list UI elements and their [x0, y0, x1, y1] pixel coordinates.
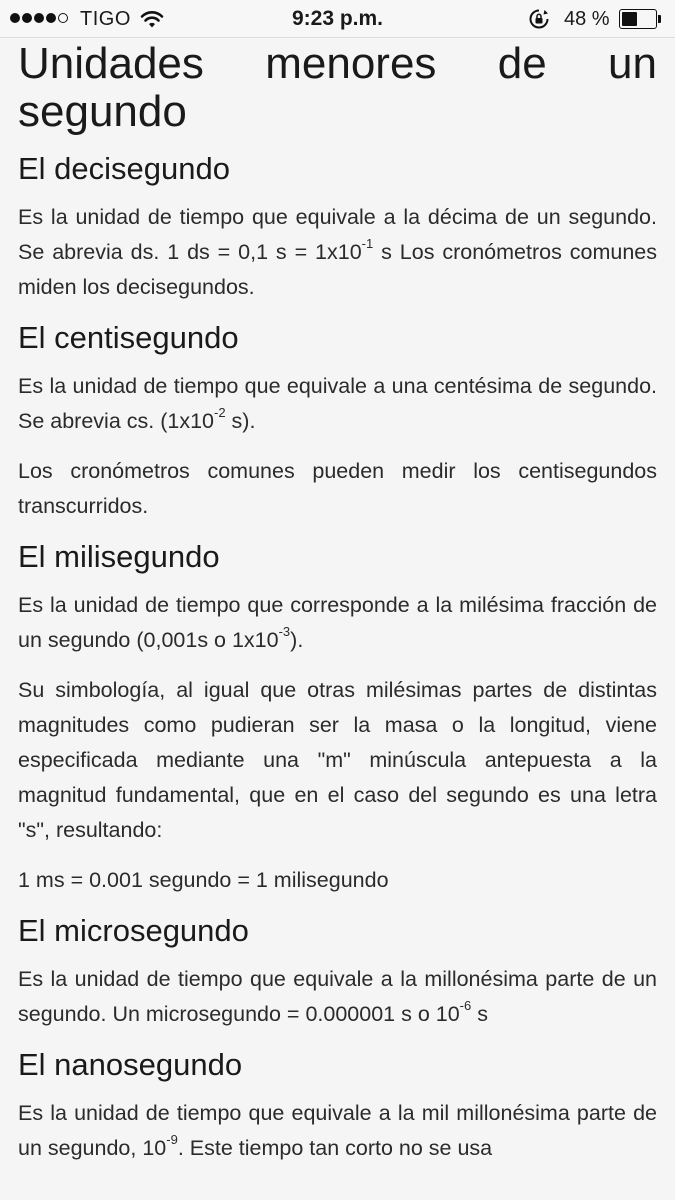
section-heading-nanosegundo: El nanosegundo	[18, 1047, 243, 1082]
paragraph: Es la unidad de tiempo que equivale a una centésima de segundo. Se abrevia cs. ($1x10^{-2}$ s).	[18, 374, 657, 433]
section-heading-microsegundo: El microsegundo	[18, 913, 249, 948]
paragraph: Es la unidad de tiempo que equivale a la décima de un segundo. Se abrevia ds. 1 ds = 0,1 $s = 1x10^{-1}$ s Los cronómetros comunes miden los decisegundos.	[18, 205, 657, 299]
battery-icon	[619, 9, 663, 29]
paragraph: Es la unidad de tiempo que equivale a la millonésima parte de un segundo. Un microsegundo = 0.000001 s o $10^{-6}$ s	[18, 967, 657, 1026]
paragraph: Es la unidad de tiempo que equivale a la mil millonésima parte de un segundo, $10^{-9}$. Este tiempo tan corto no se usa	[18, 1101, 657, 1160]
page-title: Unidades menores de un segundo	[18, 39, 657, 136]
battery-percent: 48 %	[564, 8, 610, 30]
paragraph: Es la unidad de tiempo que corresponde a la milésima fracción de un segundo (0,001s o $1x10^{-3}$).	[18, 593, 657, 652]
section-heading-milisegundo: El milisegundo	[18, 539, 220, 574]
rotation-lock-icon	[528, 8, 550, 30]
paragraph: Los cronómetros comunes pueden medir los centisegundos transcurridos.	[18, 459, 657, 518]
section-heading-centisegundo: El centisegundo	[18, 320, 239, 355]
clock: 9:23 p.m.	[291, 7, 384, 30]
paragraph: 1 ms = 0.001 segundo = 1 milisegundo	[18, 868, 389, 892]
section-heading-decisegundo: El decisegundo	[18, 151, 230, 186]
status-bar	[0, 0, 675, 38]
article-content	[18, 40, 657, 1166]
paragraph: Su simbología, al igual que otras milésimas partes de distintas magnitudes como pudieran ser la masa o la longitud, viene especificada mediante una "m" minúscula antepuesta a la magnitud fundamental, que en el caso del segundo es una letra "s", resultando:	[18, 678, 657, 842]
carrier-name: TIGO	[80, 8, 131, 30]
